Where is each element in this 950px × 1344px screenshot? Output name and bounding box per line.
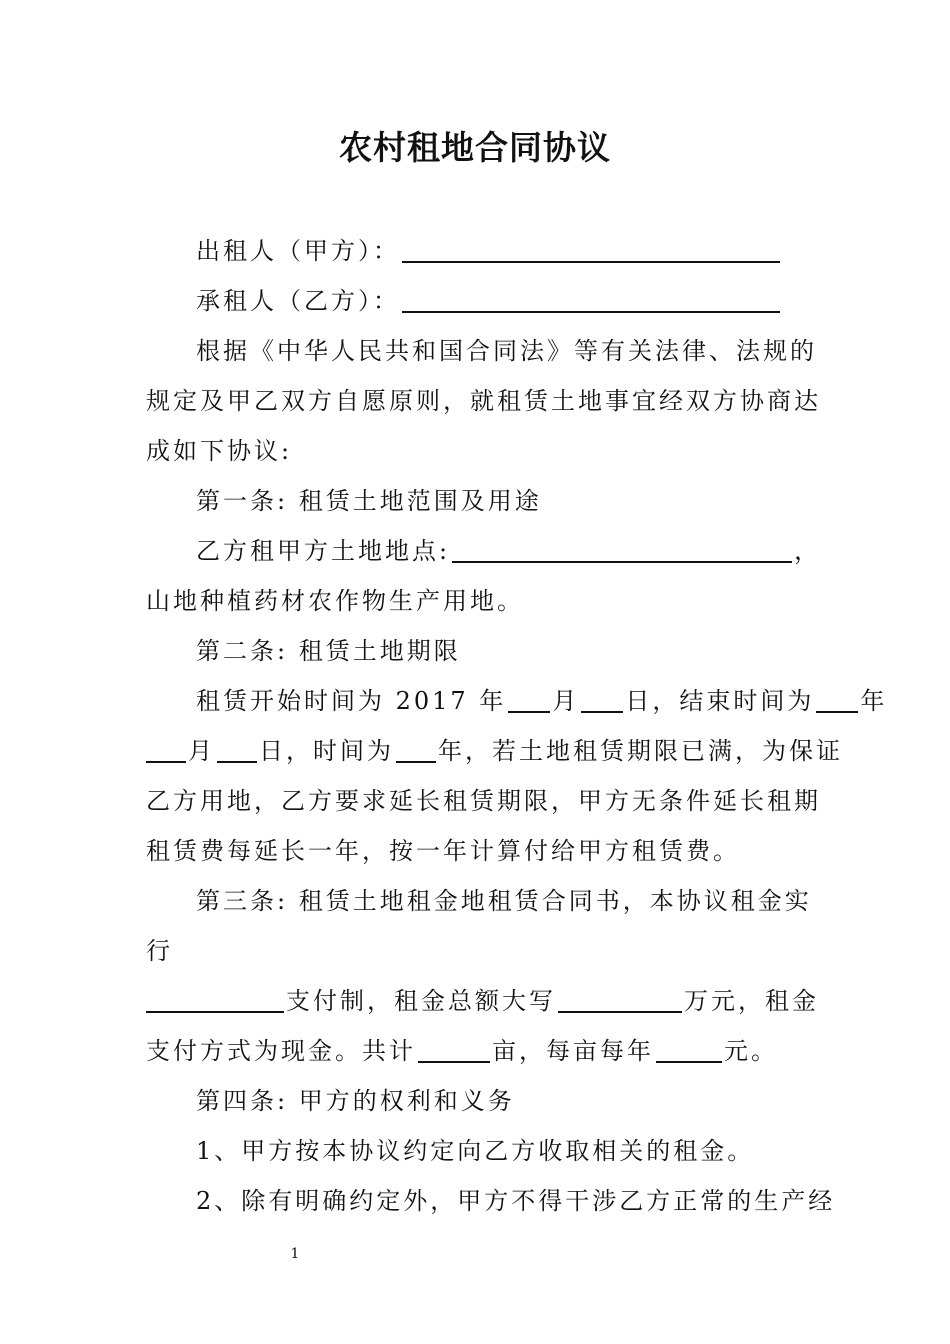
payment-system-blank — [146, 983, 284, 1013]
article-3-line-1: 第三条: 租赁土地租金地租赁合同书，本协议租金实 — [196, 887, 812, 915]
intro-line-1: 根据《中华人民共和国合同法》等有关法律、法规的 — [196, 337, 817, 365]
lessor-line — [196, 226, 866, 276]
article-1-title: 第一条: 租赁土地范围及用途 — [196, 487, 542, 515]
article-4-title: 第四条: 甲方的权利和义务 — [196, 1087, 515, 1115]
total-rent-label: 支付制，租金总额大写 — [286, 987, 556, 1015]
article-2-line-2 — [146, 726, 843, 776]
per-mu-label: 亩，每亩每年 — [492, 1037, 654, 1065]
location-blank — [452, 533, 792, 563]
start-date-label: 租赁开始时间为 2017 年 — [196, 687, 507, 715]
article-2-line-4: 租赁费每延长一年，按一年计算付给甲方租赁费。 — [146, 837, 740, 865]
total-rent-blank — [558, 983, 682, 1013]
duration-label: 日，时间为 — [259, 737, 394, 765]
end-day-blank — [217, 733, 257, 763]
per-mu-rent-blank — [656, 1033, 722, 1063]
article-3-line-4 — [146, 1026, 816, 1076]
article-2-title: 第二条: 租赁土地期限 — [196, 637, 461, 665]
intro-line-2: 规定及甲乙双方自愿原则，就租赁土地事宜经双方协商达 — [146, 387, 821, 415]
document-title: 农村租地合同协议 — [339, 128, 611, 167]
month-text: 月 — [188, 737, 215, 765]
end-month-blank — [146, 733, 186, 763]
article-1-usage: 山地种植药材农作物生产用地。 — [146, 587, 524, 615]
start-month-blank — [508, 683, 550, 713]
lessee-blank — [402, 283, 780, 313]
article-4-item-1: 1、甲方按本协议约定向乙方收取相关的租金。 — [196, 1137, 755, 1165]
year-text: 年 — [860, 687, 888, 715]
page-number: 1 — [290, 1246, 300, 1262]
end-year-blank — [816, 683, 858, 713]
lessee-line — [196, 276, 866, 326]
article-4-item-2: 2、除有明确约定外，甲方不得干涉乙方正常的生产经 — [196, 1187, 836, 1215]
yuan-text: 元。 — [724, 1037, 778, 1065]
start-day-blank — [581, 683, 623, 713]
renewal-text: 年，若土地租赁期限已满，为保证 — [438, 737, 843, 765]
rent-unit-text: 万元，租金 — [684, 987, 819, 1015]
lessor-blank — [402, 233, 780, 263]
payment-method-text: 支付方式为现金。共计 — [146, 1037, 416, 1065]
article-1-location-line — [196, 526, 866, 576]
article-3-line-2: 行 — [146, 937, 173, 965]
month-text: 月 — [552, 687, 580, 715]
article-2-line-1 — [196, 676, 888, 726]
article-2-line-3: 乙方用地，乙方要求延长租赁期限，甲方无条件延长租期 — [146, 787, 821, 815]
duration-years-blank — [396, 733, 436, 763]
intro-line-3: 成如下协议: — [146, 437, 293, 465]
location-comma: ， — [794, 537, 822, 565]
lessor-label: 出租人（甲方）： — [196, 237, 400, 265]
lessee-label: 承租人（乙方）： — [196, 287, 400, 315]
end-date-label: 日，结束时间为 — [625, 687, 815, 715]
location-label: 乙方租甲方土地地点: — [196, 537, 451, 565]
article-3-line-3 — [146, 976, 819, 1026]
area-blank — [418, 1033, 490, 1063]
